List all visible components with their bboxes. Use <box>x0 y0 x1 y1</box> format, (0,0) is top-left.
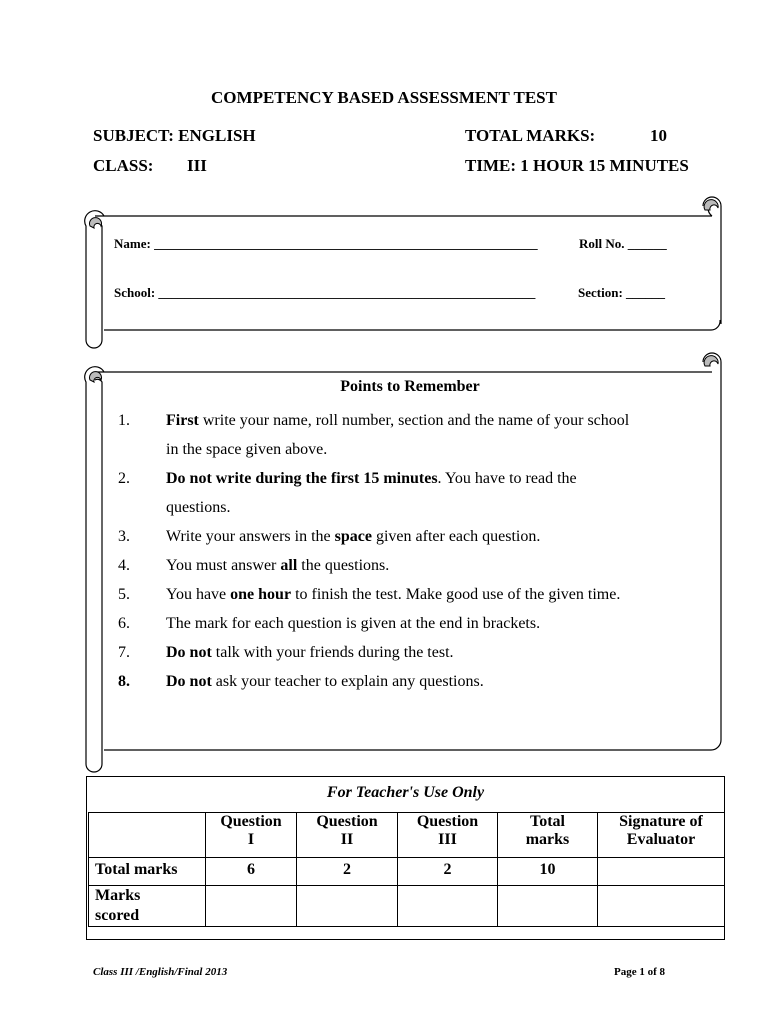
point-item <box>118 464 718 522</box>
point-text: given after each question. <box>371 528 541 545</box>
point-bold: First <box>166 412 199 429</box>
points-list <box>118 406 718 696</box>
name-line[interactable]: ___________________________________________________________ <box>154 236 538 251</box>
point-number: 3. <box>118 528 130 545</box>
point-bold: one hour <box>230 586 292 603</box>
name-label: Name: <box>114 236 151 251</box>
table-cell[interactable] <box>498 886 598 927</box>
document-title: COMPETENCY BASED ASSESSMENT TEST <box>211 88 557 107</box>
point-item <box>118 551 718 580</box>
table-cell: 2 <box>297 858 398 886</box>
table-header-cell: Question II <box>297 813 398 858</box>
table-cell[interactable] <box>206 886 297 927</box>
roll-no-line[interactable]: ______ <box>627 236 667 251</box>
point-item <box>118 638 718 667</box>
section-line[interactable]: ______ <box>626 285 666 300</box>
point-text: . You have to read the <box>437 470 577 487</box>
point-text: The mark for each question is given at the end in brackets. <box>166 615 541 632</box>
section-label: Section: <box>578 285 623 300</box>
table-header-cell: Total marks <box>498 813 598 858</box>
point-text: Write your answers in the <box>166 528 335 545</box>
point-item <box>118 609 718 638</box>
point-number: 8. <box>118 673 130 690</box>
table-header-cell: Question III <box>398 813 498 858</box>
point-text: talk with your friends during the test. <box>211 644 454 661</box>
point-number: 1. <box>118 412 130 429</box>
point-bold: Do not <box>166 644 212 661</box>
row-label: Marks scored <box>89 886 206 927</box>
point-number: 7. <box>118 644 130 661</box>
total-marks-value: 10 <box>650 126 667 145</box>
section-field[interactable] <box>578 285 665 301</box>
point-text: You must answer <box>166 557 281 574</box>
time-label: TIME: 1 HOUR 15 MINUTES <box>465 156 689 175</box>
point-bold: all <box>280 557 298 574</box>
point-item <box>118 667 718 696</box>
teacher-use-caption: For Teacher's Use Only <box>326 784 485 801</box>
roll-no-label: Roll No. <box>579 236 625 251</box>
class-label: CLASS: <box>93 156 154 175</box>
table-header-cell <box>89 813 206 858</box>
table-cell: 6 <box>206 858 297 886</box>
point-text: write your name, roll number, section and the name of your school <box>198 412 630 429</box>
point-item <box>118 406 718 464</box>
table-cell[interactable] <box>598 858 725 886</box>
row-label: Total marks <box>89 858 206 886</box>
table-header-cell: Question I <box>206 813 297 858</box>
point-text-cont: questions. <box>166 499 231 516</box>
table-row <box>89 886 725 927</box>
table-row <box>89 858 725 886</box>
table-cell[interactable] <box>297 886 398 927</box>
point-number: 6. <box>118 615 130 632</box>
total-marks-label: TOTAL MARKS: <box>465 126 596 145</box>
point-text: the questions. <box>297 557 390 574</box>
table-cell[interactable] <box>398 886 498 927</box>
point-text: You have <box>166 586 231 603</box>
point-number: 2. <box>118 470 130 487</box>
point-number: 4. <box>118 557 130 574</box>
table-cell[interactable] <box>598 886 725 927</box>
subject-label: SUBJECT: ENGLISH <box>93 126 256 145</box>
name-field[interactable] <box>114 236 538 252</box>
marks-table <box>88 812 725 927</box>
school-field[interactable] <box>114 285 535 301</box>
point-bold: space <box>334 528 372 545</box>
point-bold: Do not write during the first 15 minutes <box>166 470 438 487</box>
school-label: School: <box>114 285 156 300</box>
point-text-cont: in the space given above. <box>166 441 328 458</box>
school-line[interactable]: __________________________________________________________ <box>158 285 536 300</box>
point-text: to finish the test. Make good use of the given time. <box>291 586 621 603</box>
table-cell: 2 <box>398 858 498 886</box>
point-item <box>118 522 718 551</box>
class-value: III <box>187 156 207 175</box>
point-number: 5. <box>118 586 130 603</box>
table-header-cell: Signature of Evaluator <box>598 813 725 858</box>
table-header-row <box>89 813 725 858</box>
footer-left: Class III /English/Final 2013 <box>93 966 228 978</box>
point-item <box>118 580 718 609</box>
points-title: Points to Remember <box>340 378 480 395</box>
point-bold: Do not <box>166 673 212 690</box>
footer-page-number: Page 1 of 8 <box>614 966 666 978</box>
roll-no-field[interactable] <box>579 236 667 252</box>
point-text: ask your teacher to explain any questions. <box>211 673 484 690</box>
table-cell: 10 <box>498 858 598 886</box>
